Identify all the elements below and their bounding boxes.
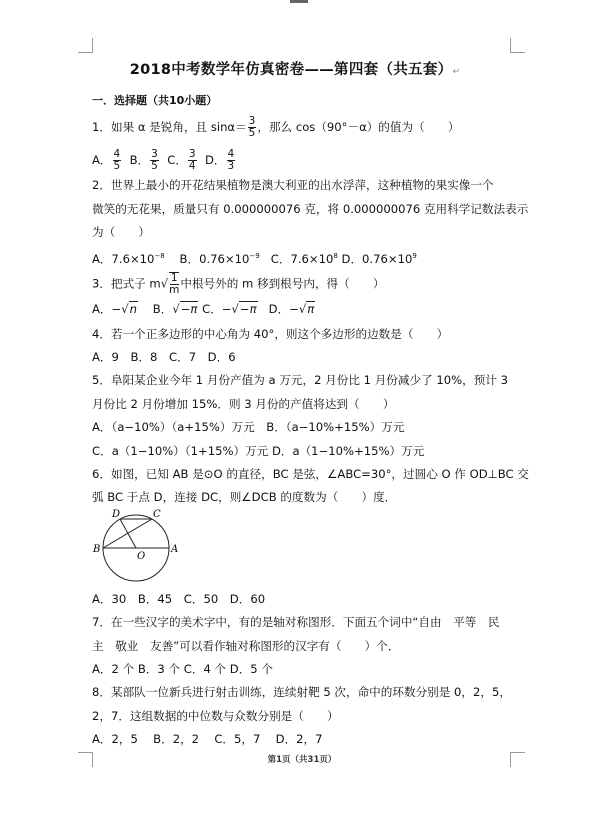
question-5-options-cd: C．a（1−10%）（1+15%）万元 D．a（1−10%+15%）万元 [92,444,425,458]
circle-geometry-figure [92,507,192,585]
document-title [92,58,498,79]
label-c: C [153,509,161,520]
label-d: D [112,509,121,520]
label-b: B [93,544,101,555]
question-2-options: A．$7.6\times 10^{-8}$ B．$0.76\times 10^{-9}$ C．$7.6\times 10^8$ D．$0.76\times 10^9$ [92,251,417,266]
question-2-line-1: 2．世界上最小的开花结果植物是澳大利亚的出水浮萍，这种植物的果实像一个 [92,178,494,192]
label-o: O [137,551,146,562]
margin-corner-top-left [78,38,93,53]
paragraph-mark-icon: ↵ [452,67,461,77]
question-3-stem: 3．把式子 m√ $\frac{1}{m}$ 中根号外的 m 移到根号内，得（ ） [92,272,385,296]
page-number: 第1页（共31页） [267,755,337,765]
fraction: $\frac{3}{5}$ [248,115,256,139]
margin-corner-top-right [510,38,525,53]
section-text: 一．选择题（共10小题） [92,94,218,107]
sqrt-symbol-icon: √ [160,276,169,291]
page-top-edge [290,0,308,3]
section-heading [92,93,512,109]
margin-corner-bottom-right [510,752,525,767]
question-2-line-2: 微笑的无花果，质量只有 0.000000076 克，将 0.000000076 克用科学记数法表示 [92,202,529,216]
question-5-line-2: 月份比 2 月份增加 15%．则 3 月份的产值将达到（ ） [92,397,395,411]
question-6-options: A．30 B．45 C．50 D．60 [92,592,266,606]
question-5-options-ab: A．（a−10%）（a+15%）万元 B．（a−10%+15%）万元 [92,420,405,434]
question-1-options: A． $\frac{4}{5}$ B． $\frac{3}{5}$ C． $\frac{3}{4}$ D． $\frac{4}{3}$ [92,148,235,172]
question-1-stem: 1．如果 α 是锐角，且 sinα＝ $\frac{3}{5}$ ，那么 cos（90°－α）的值为（ ） [92,115,460,139]
margin-corner-bottom-left [78,752,93,767]
question-3-options: A．−√n B．√−π C．−√−π D．−√π [92,302,315,316]
question-8-line-1: 8．某部队一位新兵进行射击训练，连续射靶 5 次，命中的环数分别是 0，2，5， [92,685,511,699]
question-8-options: A．2，5 B．2，2 C．5，7 D．2，7 [92,732,323,746]
page-footer [92,753,512,765]
question-7-line-1: 7．在一些汉字的美术字中，有的是轴对称图形．下面五个词中“自由 平等 民 [92,615,500,629]
question-8-line-2: 2，7．这组数据的中位数与众数分别是（ ） [92,709,339,723]
question-4-options: A．9 B．8 C．7 D．6 [92,350,236,364]
question-6-line-2: 弧 BC 于点 D，连接 DC，则∠DCB 的度数为（ ）度． [92,490,397,504]
label-a: A [171,544,179,555]
question-6-line-1: 6．如图，已知 AB 是⊙O 的直径，BC 是弦，∠ABC=30°，过圆心 O 作 OD⊥BC 交 [92,467,529,481]
question-2-line-3: 为（ ） [92,225,150,239]
segment-od [120,519,136,548]
question-7-options: A．2 个 B．3 个 C．4 个 D．5 个 [92,662,273,676]
question-4-stem: 4．若一个正多边形的中心角为 40°，则这个多边形的边数是（ ） [92,327,449,341]
question-5-line-1: 5．阜阳某企业今年 1 月份产值为 a 万元，2 月份比 1 月份减少了 10%，预计 3 [92,373,508,387]
title-text: 2018中考数学年仿真密卷——第四套（共五套） [129,62,453,78]
question-7-line-2: 主 敬业 友善”可以看作轴对称图形的汉字有（ ）个． [92,639,400,653]
